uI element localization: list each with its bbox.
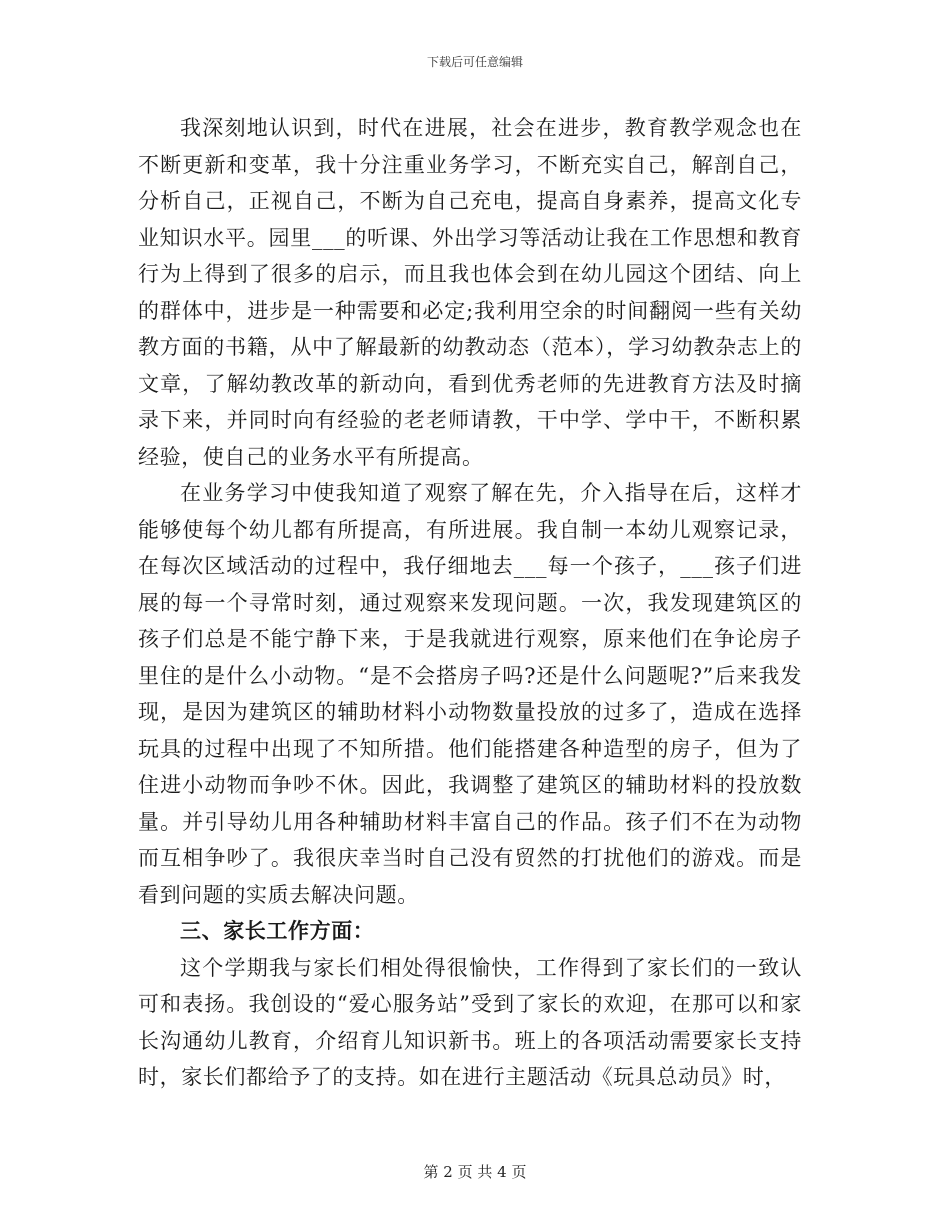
document-body <box>138 110 802 1096</box>
body-paragraph-2: 在业务学习中使我知道了观察了解在先，介入指导在后，这样才能够使每个幼儿都有所提高，有所进展。我自制一本幼儿观察记录，在每次区域活动的过程中，我仔细地去___每一个孩子，___孩子们进展的每一个寻常时刻，通过观察来发现问题。一次，我发现建筑区的孩子们总是不能宁静下来，于是我就进行观察，原来他们在争论房子里住的是什么小动物。“是不会搭房子吗?还是什么问题呢?”后来我发现，是因为建筑区的辅助材料小动物数量投放的过多了，造成在选择玩具的过程中出现了不知所措。他们能搭建各种造型的房子，但为了住进小动物而争吵不休。因此，我调整了建筑区的辅助材料的投放数量。并引导幼儿用各种辅助材料丰富自己的作品。孩子们不在为动物而互相争吵了。我很庆幸当时自己没有贸然的打扰他们的游戏。而是看到问题的实质去解决问题。 <box>138 481 802 907</box>
section-paragraph: 这个学期我与家长们相处得很愉快，工作得到了家长们的一致认可和表扬。我创设的“爱心服务站”受到了家长的欢迎，在那可以和家长沟通幼儿教育，介绍育儿知识新书。班上的各项活动需要家长支持时，家长们都给予了的支持。如在进行主题活动《玩具总动员》时， <box>138 955 802 1089</box>
section-heading: 三、家长工作方面： <box>180 919 375 943</box>
body-paragraph-1: 我深刻地认识到，时代在进展，社会在进步，教育教学观念也在不断更新和变革，我十分注重业务学习，不断充实自己，解剖自己，分析自己，正视自己，不断为自己充电，提高自身素养，提高文化专业知识水平。园里___的听课、外出学习等活动让我在工作思想和教育行为上得到了很多的启示，而且我也体会到在幼儿园这个团结、向上的群体中，进步是一种需要和必定;我利用空余的时间翻阅一些有关幼教方面的书籍，从中了解最新的幼教动态（范本），学习幼教杂志上的文章，了解幼教改革的新动向，看到优秀老师的先进教育方法及时摘录下来，并同时向有经验的老老师请教，干中学、学中干，不断积累经验，使自己的业务水平有所提高。 <box>138 116 802 469</box>
page-footer-number: 第 2 页 共 4 页 <box>423 1163 527 1181</box>
page-header-note: 下载后可任意编辑 <box>426 55 523 69</box>
